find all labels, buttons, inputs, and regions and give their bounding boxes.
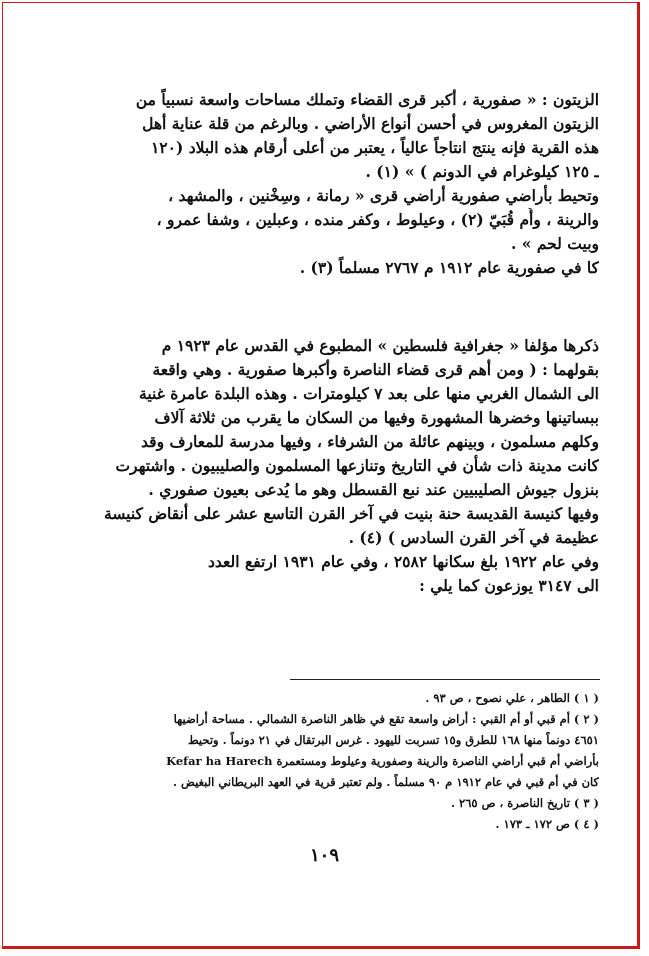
body-line: هذه القرية فإنه ينتج انتاجاً عالياً ، يعتبر من أعلى أرقام هذه البلاد (١٢٠ [150,138,599,157]
body-line: وفي عام ١٩٢٢ بلغ سكانها ٢٥٨٢ ، وفي عام ١٩٣١ ارتفع العدد [208,552,599,571]
body-line: كانت مدينة ذات شأن في التاريخ وتنازعها المسلمون والصليبيون . واشتهرت [115,456,599,475]
footnotes [34,688,599,835]
body-line: عظيمة في آخر القرن السادس ) (٤) . [348,528,599,547]
body-line: الى ٣١٤٧ يوزعون كما يلي : [419,576,599,595]
footnote-line: بأراضي أم قبي أراضي الناصرة والرينة وصفورية وعيلوط ومستعمرة Kefar ha Harech [166,754,599,768]
footnote-line: ( ٢ ) أم قبي أو أم القبي : أراض واسعة تقع في ظاهر الناصرة الشمالي . مساحة أراضيها [173,712,599,726]
footnote-line: ٤٦٥١ دونماً منها ١٦٨ للطرق و١٥ تسربت لليهود . غرس البرتقال في ٢١ دونماً . وتحيط [188,733,599,747]
body-line: الزيتون : « صفورية ، أكبر قرى القضاء وتملك مساحات واسعة نسبياً من [135,90,599,109]
footnote-line: ( ٣ ) تاريخ الناصرة ، ص ٢٦٥ . [451,796,599,810]
body-line: والرينة ، وأُم قُبَيّ (٢) ، وعيلوط ، وكفر منده ، وعبلين ، وشفا عمرو ، [156,210,599,229]
body-line: ـ ١٢٥ كيلوغرام في الدونم ) » (١) . [365,162,599,181]
body-line: وبيت لحم » . [510,234,599,253]
body-line: بقولهما : ( ومن أهم قرى قضاء الناصرة وأكبرها صفورية . وهي واقعة [152,360,599,379]
body-line: وكلهم مسلمون ، وبينهم عائلة من الشرفاء ، وفيها مدرسة للمعارف وقد [141,432,599,451]
body-line: بنزول جيوش الصليبيين عند نبع القسطل وهو ما يُدعى بعيون صفوري . [148,480,599,499]
paragraph-geography-of-palestine [34,334,599,598]
footnote-line: كان في أم قبي في عام ١٩١٢ م ٩٠ مسلماً . ولم تعتبر قرية في العهد البريطاني البغيض . [173,775,599,789]
body-line: الزيتون المغروس في أحسن أنواع الأراضي . وبالرغم من قلة عناية أهل [142,114,599,133]
footnote-line: ( ١ ) الطاهر ، علي نصوح ، ص ٩٣ . [425,691,599,705]
body-line: الى الشمال الغربي منها على بعد ٧ كيلومترات . وهذه البلدة عامرة غنية [139,384,599,403]
body-line: ذكرها مؤلفا « جغرافية فلسطين » المطبوع في القدس عام ١٩٢٣ م [161,336,599,355]
paragraph-olives-and-lands [34,88,599,280]
footnote-line: ( ٤ ) ص ١٧٢ ـ ١٧٣ . [495,817,599,831]
body-line: وتحيط بأراضي صفورية أراضي قرى « رمانة ، وسِخْنين ، والمشهد ، [168,186,599,205]
footnote-divider [290,679,600,680]
body-line: ببساتينها وخضرها المشهورة وفيها من السكان ما يقرب من ثلاثة آلاف [154,408,599,427]
body-line: كا في صفورية عام ١٩١٢ م ٢٧٦٧ مسلماً (٣) . [299,258,599,277]
body-line: وفيها كنيسة القديسة حنة بنيت في آخر القرن التاسع عشر على أنقاض كنيسة [104,504,599,523]
page-number: ١٠٩ [309,845,339,866]
